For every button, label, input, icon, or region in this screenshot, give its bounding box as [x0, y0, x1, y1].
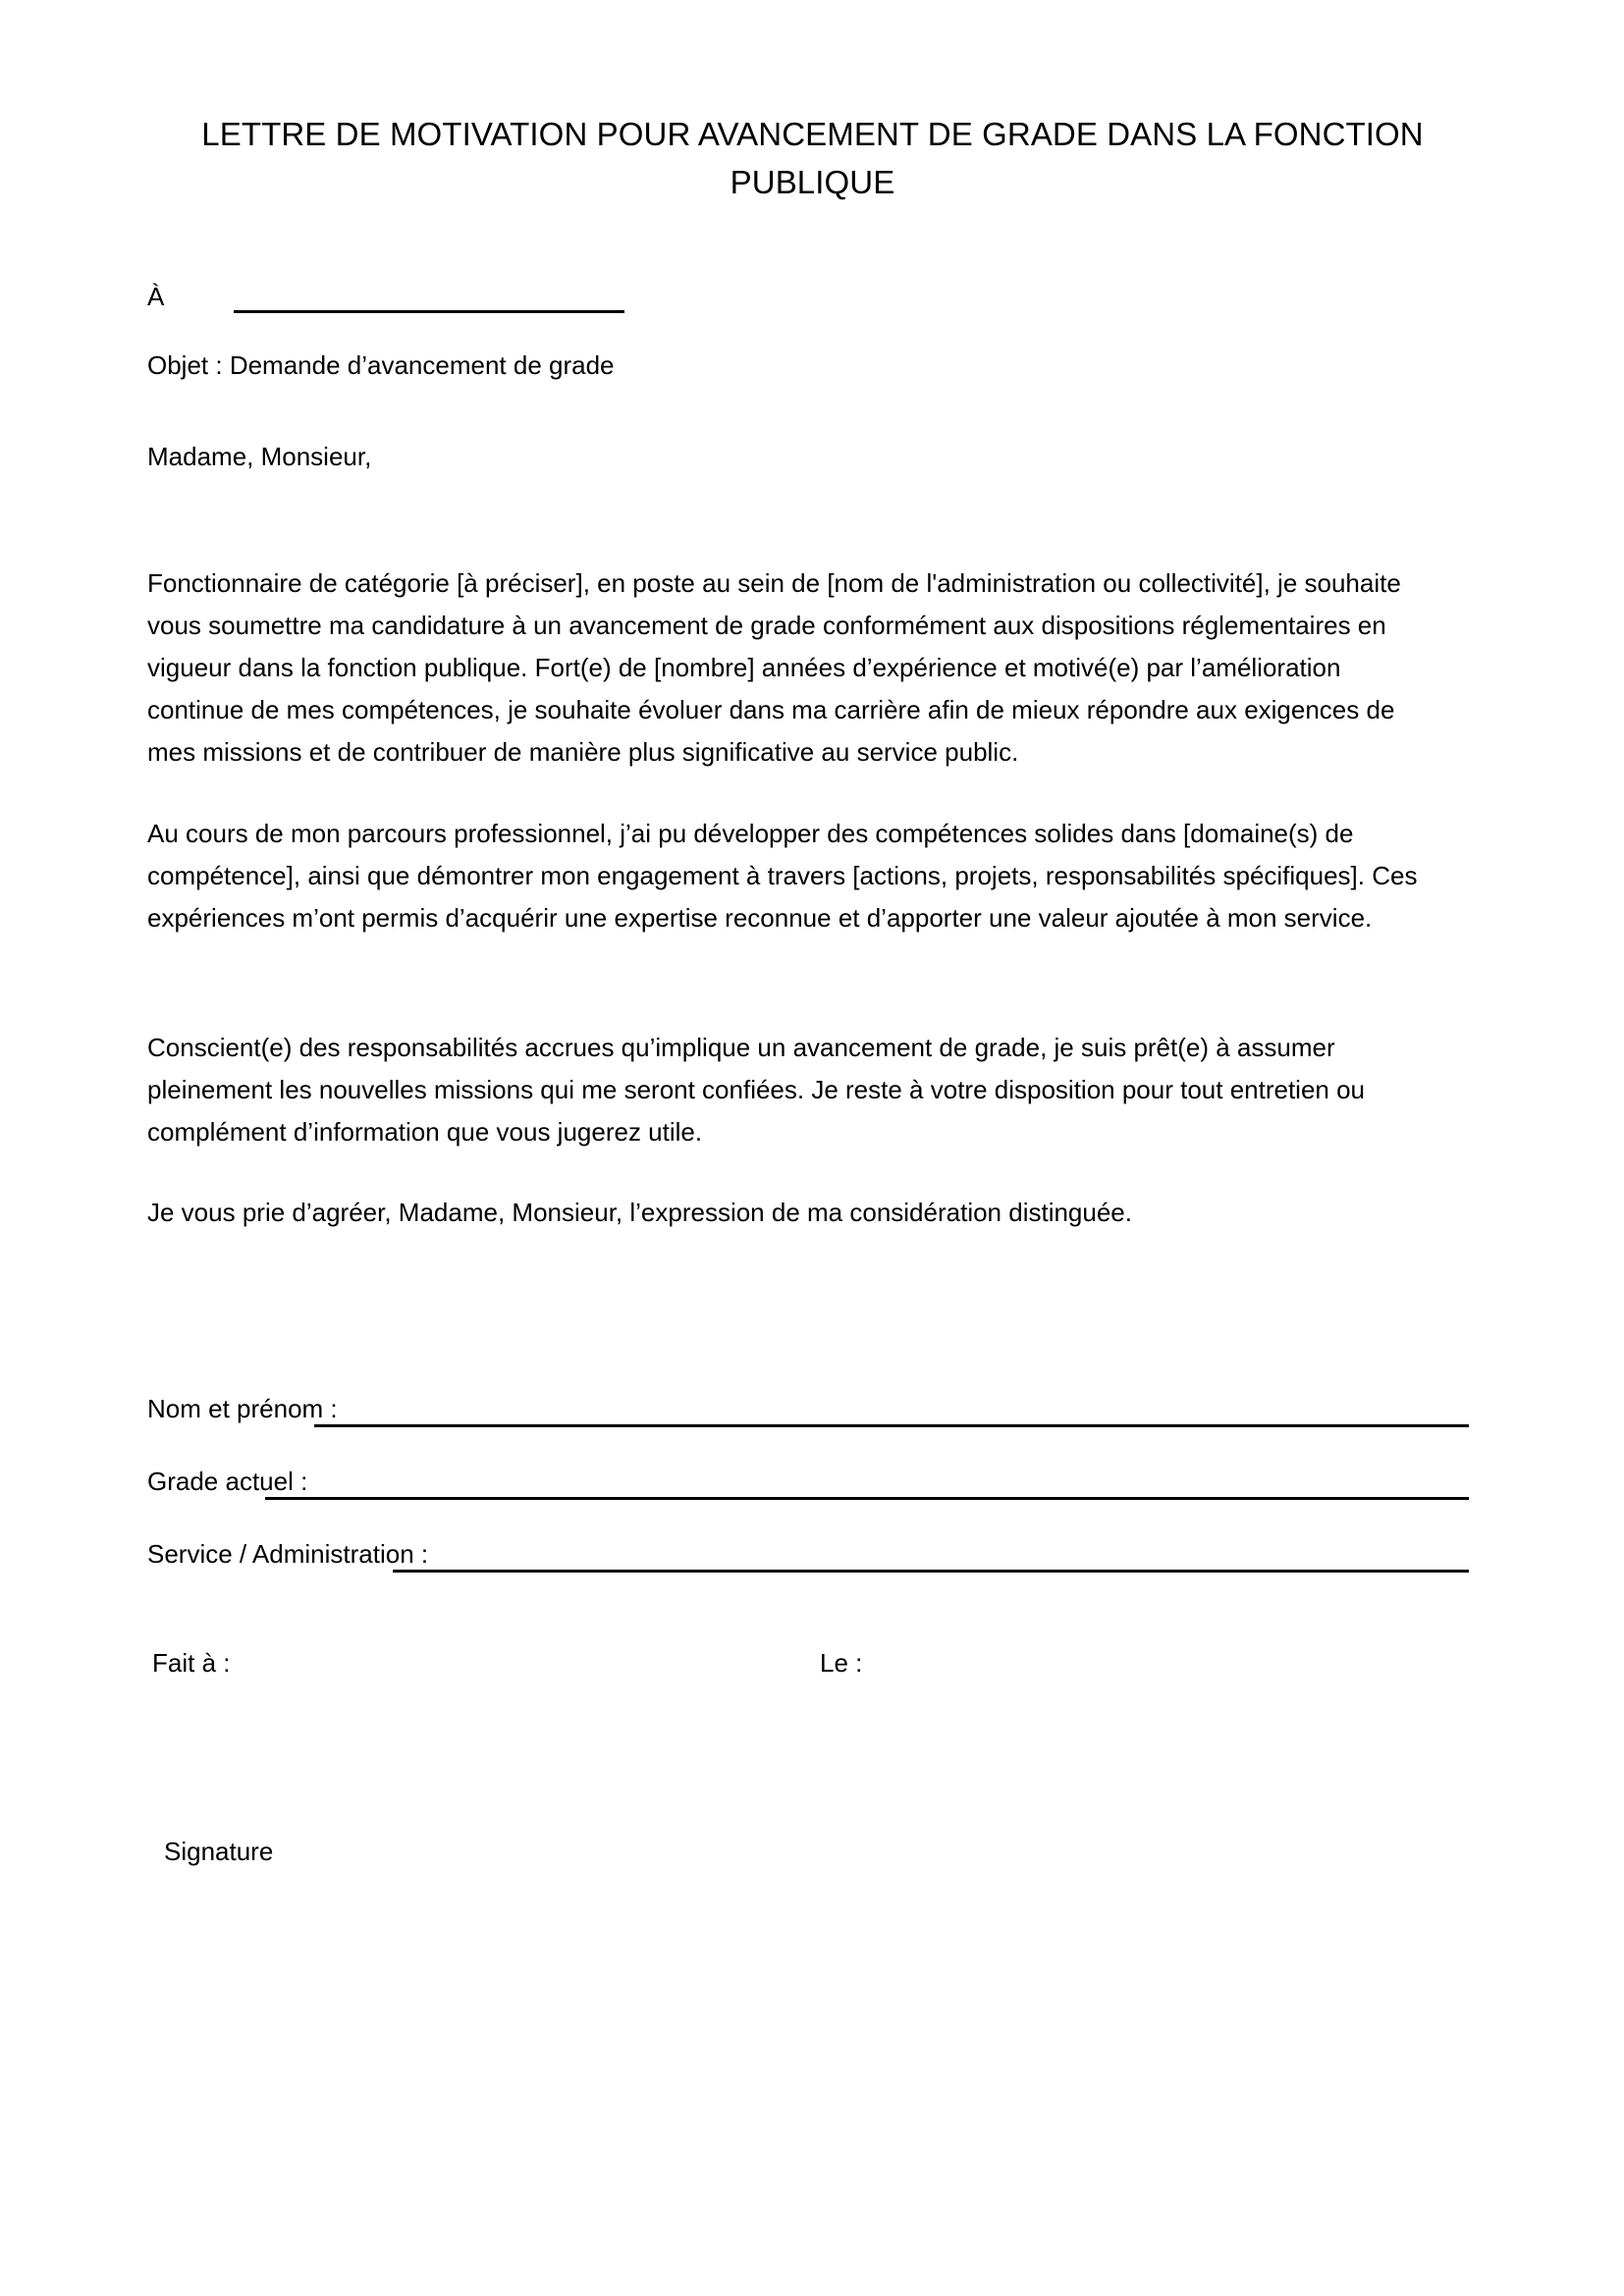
field-nom-prenom-input-rule[interactable]: [314, 1424, 1469, 1427]
field-nom-prenom: [147, 1392, 1473, 1437]
page-title: LETTRE DE MOTIVATION POUR AVANCEMENT DE GRADE DANS LA FONCTION PUBLIQUE: [201, 116, 1424, 200]
place-label: Fait à :: [152, 1648, 231, 1678]
field-service-administration: [147, 1537, 1473, 1582]
subject-line: Objet : Demande d’avancement de grade: [147, 350, 615, 380]
field-service-administration-label: Service / Administration :: [147, 1539, 429, 1569]
field-grade-actuel-input-rule[interactable]: [265, 1497, 1469, 1500]
date-label: Le :: [820, 1648, 863, 1678]
salutation: Madame, Monsieur,: [147, 442, 372, 471]
signature-label: Signature: [164, 1837, 274, 1866]
recipient-label: À: [147, 282, 165, 311]
field-nom-prenom-label: Nom et prénom :: [147, 1394, 338, 1423]
field-service-administration-input-rule[interactable]: [393, 1570, 1469, 1573]
recipient-field: [147, 280, 1424, 323]
body-paragraph-2: Au cours de mon parcours professionnel, j’ai pu développer des compétences solides dans [domaine(s) de compétence], ainsi que démontrer mon engagement à travers [actions, projets, responsabilités spécifiques]. Ces expériences m’ont permis d’acquérir une expertise reconnue et d’apporter une valeur ajoutée à mon service.: [147, 819, 1418, 933]
field-grade-actuel: [147, 1465, 1473, 1510]
recipient-input-rule[interactable]: [234, 310, 624, 313]
body-paragraph-1: Fonctionnaire de catégorie [à préciser], en poste au sein de [nom de l'administration ou collectivité], je souhaite vous soumettre ma candidature à un avancement de grade conformément aux dispositions réglementaires en vigueur dans la fonction publique. Fort(e) de [nombre] années d’expérience et motivé(e) par l’amélioration continue de mes compétences, je souhaite évoluer dans ma carrière afin de mieux répondre aux exigences de mes missions et de contribuer de manière plus significative au service public.: [147, 568, 1401, 767]
body-paragraph-3: Conscient(e) des responsabilités accrues qu’implique un avancement de grade, je suis prêt(e) à assumer pleinement les nouvelles missions qui me seront confiées. Je reste à votre disposition pour tout entretien ou complément d’information que vous jugerez utile.: [147, 1033, 1366, 1147]
field-grade-actuel-label: Grade actuel :: [147, 1467, 308, 1496]
closing-line: Je vous prie d’agréer, Madame, Monsieur, l’expression de ma considération distinguée.: [147, 1198, 1132, 1227]
place-date-row: [152, 1646, 1429, 1685]
